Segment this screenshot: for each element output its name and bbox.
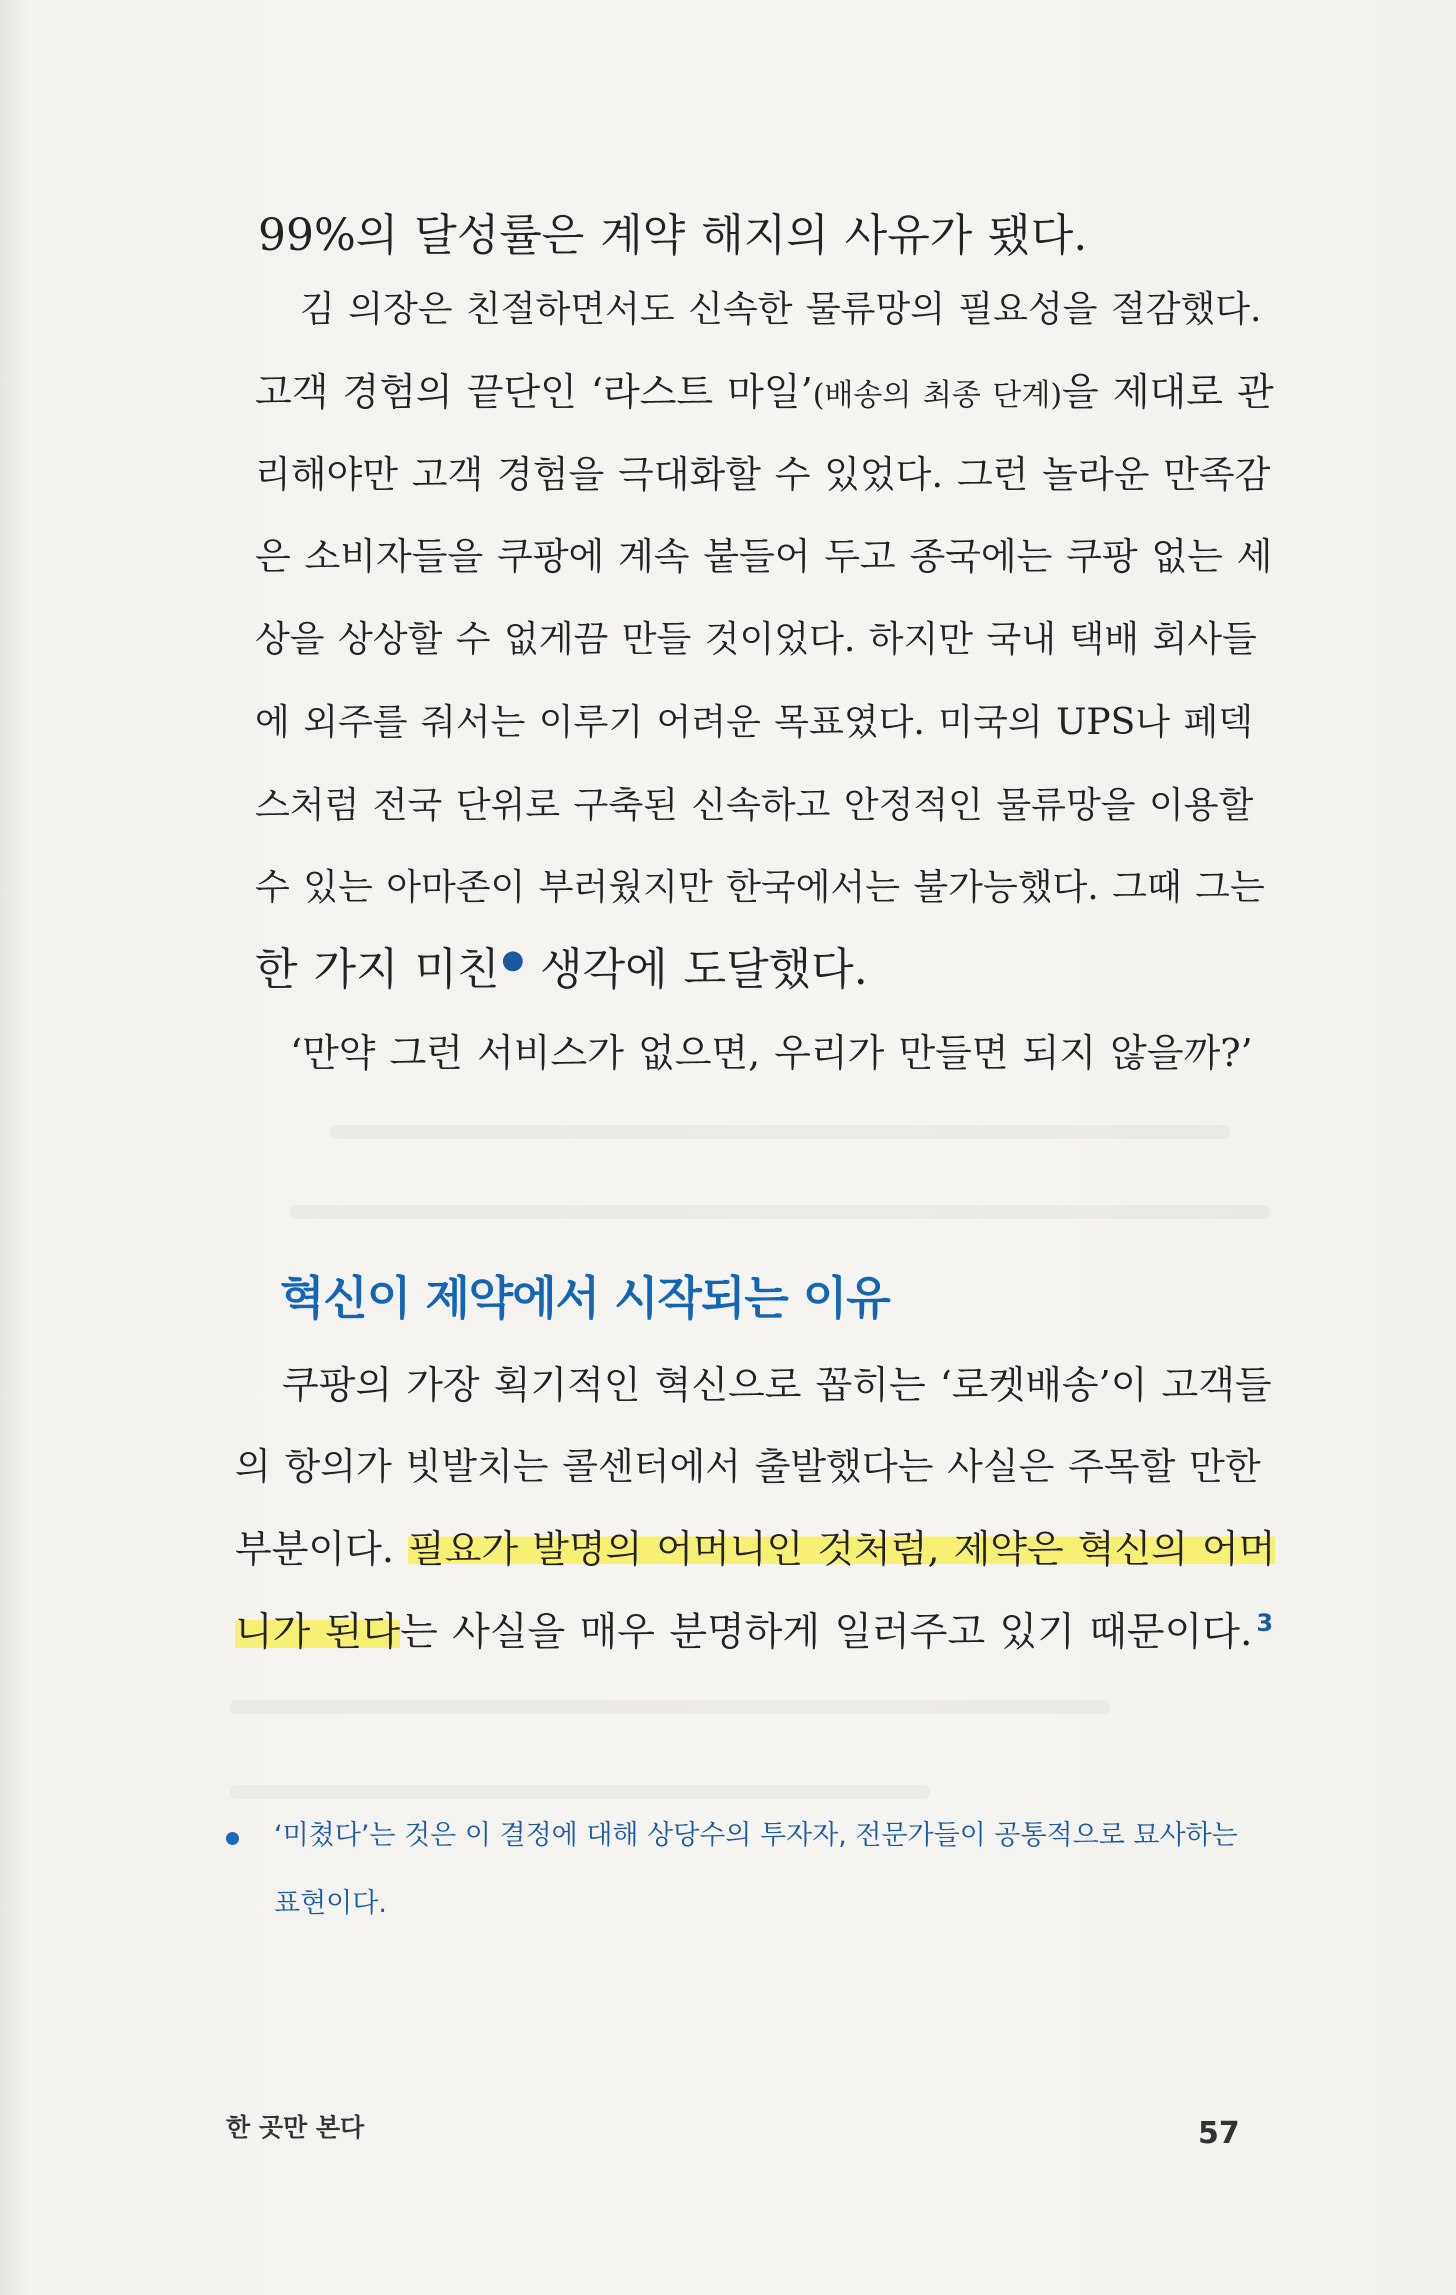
body-text: 수 있는 아마존이 부러웠지만 한국에서는 불가능했다. 그때 그는 bbox=[255, 867, 1265, 908]
body-text: 리해야만 고객 경험을 극대화할 수 있었다. 그런 놀라운 만족감 bbox=[255, 453, 1271, 496]
body-line bbox=[300, 280, 1262, 340]
body-text: 의 항의가 빗발치는 콜센터에서 출발했다는 사실은 주목할 만한 bbox=[235, 1445, 1261, 1488]
footnote-text: ‘미쳤다’는 것은 이 결정에 대해 상당수의 투자자, 전문가들이 공통적으로 묘사하는 bbox=[274, 1820, 1238, 1851]
body-line bbox=[255, 527, 1272, 587]
body-text: 는 사실을 매우 분명하게 일러주고 있기 때문이다. bbox=[400, 1610, 1253, 1655]
body-text: 을 제대로 관 bbox=[1062, 370, 1274, 414]
body-text: 김 의장은 친절하면서도 신속한 물류망의 필요성을 절감했다. bbox=[300, 289, 1262, 330]
bleed-through-mark bbox=[290, 1205, 1270, 1219]
body-text: 생각에 도달했다. bbox=[524, 944, 868, 995]
body-text: 은 소비자들을 쿠팡에 계속 붙들어 두고 종국에는 쿠팡 없는 세 bbox=[255, 535, 1273, 578]
body-line bbox=[255, 776, 1253, 836]
section-heading: 혁신이 제약에서 시작되는 이유 bbox=[280, 1271, 890, 1325]
body-text: 부분이다. bbox=[235, 1527, 408, 1571]
body-text: 스처럼 전국 단위로 구축된 신속하고 안정적인 물류망을 이용할 bbox=[255, 785, 1254, 826]
body-line bbox=[255, 362, 1274, 426]
running-footer-title: 한 곳만 본다 bbox=[226, 2113, 365, 2142]
bleed-through-mark bbox=[230, 1785, 930, 1799]
body-text: 에 외주를 줘서는 이루기 어려운 목표였다. 미국의 UPS나 페덱 bbox=[255, 702, 1254, 743]
body-text: 쿠팡의 가장 획기적인 혁신으로 꼽히는 ‘로켓배송’이 고객들 bbox=[282, 1363, 1272, 1407]
body-line bbox=[255, 940, 868, 1000]
bleed-through-mark bbox=[230, 1700, 1110, 1714]
body-text-small: (배송의 최종 단계) bbox=[812, 378, 1063, 413]
body-line bbox=[255, 445, 1270, 505]
page-number: 57 bbox=[1198, 2116, 1240, 2151]
body-text: 한 가지 미친 bbox=[255, 944, 500, 995]
body-line bbox=[255, 858, 1265, 918]
footnote-text: 표현이다. bbox=[274, 1888, 387, 1919]
body-line bbox=[282, 1355, 1272, 1415]
bleed-through-mark bbox=[330, 1125, 1230, 1139]
highlighted-text: 필요가 발명의 어머니인 것처럼, 제약은 혁신의 어머 bbox=[408, 1527, 1276, 1571]
footnote-bullet-icon bbox=[226, 1832, 239, 1845]
footnote-marker-icon: ● bbox=[501, 945, 525, 976]
highlighted-text: 니가 된다 bbox=[235, 1610, 401, 1655]
body-line bbox=[255, 693, 1253, 753]
body-line bbox=[290, 1023, 1253, 1083]
endnote-reference: 3 bbox=[1256, 1609, 1274, 1637]
body-text: 상을 상상할 수 없게끔 만들 것이었다. 하지만 국내 택배 회사들 bbox=[255, 619, 1257, 660]
body-line bbox=[235, 1519, 1275, 1579]
body-line bbox=[235, 1437, 1261, 1497]
body-text: 99%의 달성률은 계약 해지의 사유가 됐다. bbox=[258, 210, 1088, 261]
body-line bbox=[255, 610, 1257, 670]
body-text: 고객 경험의 끝단인 ‘라스트 마일’ bbox=[255, 370, 813, 414]
body-line bbox=[235, 1603, 1273, 1663]
body-text: ‘만약 그런 서비스가 없으면, 우리가 만들면 되지 않을까?’ bbox=[290, 1031, 1253, 1075]
body-line bbox=[258, 206, 1087, 266]
